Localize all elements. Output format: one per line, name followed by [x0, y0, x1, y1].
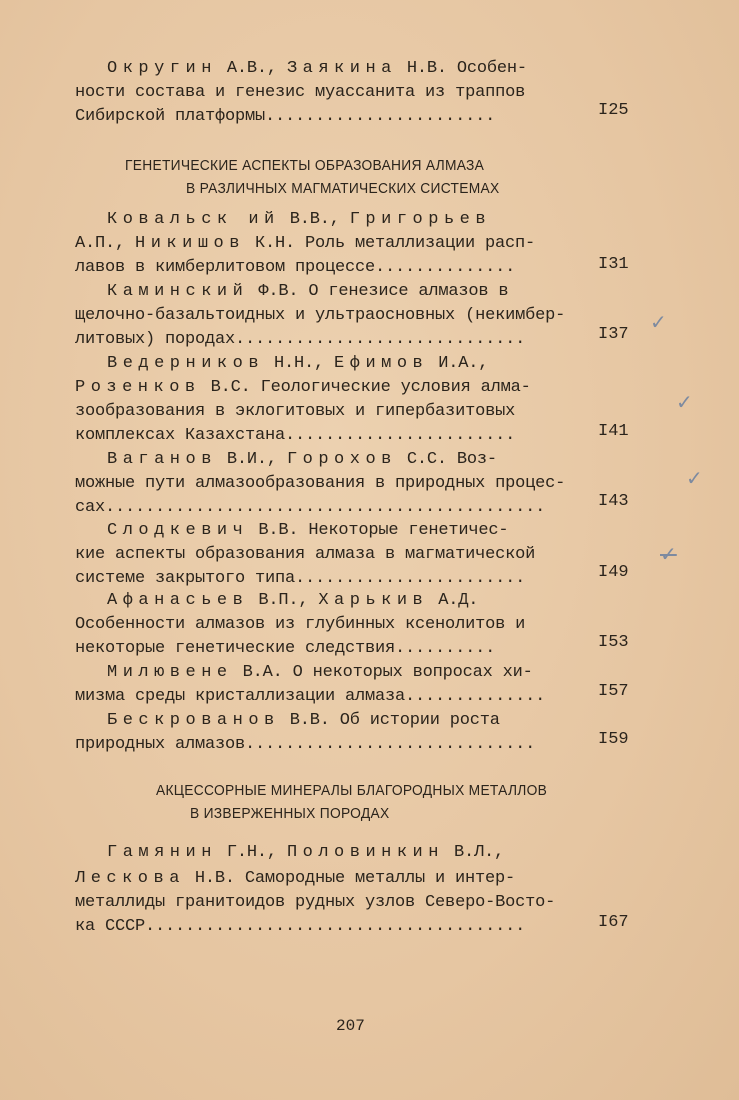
author-name: Каминский	[107, 282, 249, 301]
author-initials: В.П.,	[248, 591, 319, 610]
author-initials: И.А.,	[428, 354, 489, 373]
author-name: Ваганов	[107, 450, 217, 469]
entry-authors-line	[107, 281, 508, 303]
author-name: Лескова	[75, 869, 185, 888]
entry-authors-line	[107, 842, 504, 864]
page-ref: I57	[598, 682, 629, 701]
section-heading-line: ГЕНЕТИЧЕСКИЕ АСПЕКТЫ ОБРАЗОВАНИЯ АЛМАЗА	[125, 157, 485, 174]
section-heading-line: В РАЗЛИЧНЫХ МАГМАТИЧЕСКИХ СИСТЕМАХ	[186, 180, 500, 197]
author-name: Слодкевич	[107, 521, 249, 540]
entry-line: литовых) породах.............................	[75, 330, 526, 349]
entry-authors-line	[107, 353, 488, 375]
entry-line: сах............................................	[75, 498, 546, 517]
title-text: В.А. О некоторых вопросах хи-	[232, 663, 533, 682]
title-text: В.В. Некоторые генетичес-	[248, 521, 509, 540]
author-name: Григорьев	[349, 210, 492, 229]
page-ref: I25	[598, 101, 629, 120]
author-name: Харькив	[318, 591, 429, 610]
section-heading-line: В ИЗВЕРЖЕННЫХ ПОРОДАХ	[190, 805, 390, 822]
author-name: Заякина	[286, 59, 397, 78]
page-ref: I49	[598, 563, 629, 582]
title-text: К.Н. Роль металлизации расп-	[244, 234, 535, 253]
entry-authors-line	[75, 377, 531, 399]
checkmark-icon: ✓	[686, 466, 703, 490]
author-initials: А.В.,	[216, 59, 287, 78]
section-heading-line: АКЦЕССОРНЫЕ МИНЕРАЛЫ БЛАГОРОДНЫХ МЕТАЛЛОВ	[156, 782, 548, 799]
page-ref: I41	[598, 422, 629, 441]
author-initials: В.В.,	[279, 210, 350, 229]
page-ref: I53	[598, 633, 629, 652]
entry-line: можные пути алмазообразования в природных процес-	[75, 474, 566, 493]
author-name: Гамянин	[107, 843, 217, 862]
author-name: Горохов	[286, 450, 397, 469]
author-initials: В.Л.,	[443, 843, 504, 862]
entry-line: зообразования в эклогитовых и гипербазитовых	[75, 402, 516, 421]
author-initials: А.П.,	[75, 234, 136, 253]
entry-authors-line	[107, 590, 478, 612]
checkmark-icon: ✓	[650, 310, 667, 334]
author-initials: В.И.,	[216, 450, 287, 469]
author-name: Милювене	[107, 663, 233, 682]
entry-line: Сибирской платформы.......................	[75, 107, 496, 126]
entry-line: кие аспекты образования алмаза в магматической	[75, 545, 536, 564]
entry-line: металлиды гранитоидов рудных узлов Северо-Восто-	[75, 893, 556, 912]
entry-authors-line	[75, 868, 515, 890]
author-initials: Г.Н.,	[216, 843, 287, 862]
title-text: Ф.В. О генезисе алмазов в	[248, 282, 509, 301]
entry-authors-line	[107, 209, 491, 231]
entry-line: системе закрытого типа.......................	[75, 569, 526, 588]
author-name: Ведерников	[107, 354, 265, 373]
entry-line: лавов в кимберлитовом процессе..............	[75, 258, 516, 277]
page-ref: I59	[598, 730, 629, 749]
author-name: Половинкин	[286, 843, 444, 862]
page-ref: I43	[598, 492, 629, 511]
author-initials: А.Д.	[428, 591, 479, 610]
entry-line: щелочно-базальтоидных и ультраосновных (некимбер-	[75, 306, 566, 325]
entry-line: мизма среды кристаллизации алмаза..............	[75, 687, 546, 706]
entry-line: некоторые генетические следствия..........	[75, 639, 496, 658]
author-name: Округин	[107, 59, 217, 78]
title-text: Н.В. Самородные металлы и интер-	[184, 869, 515, 888]
page-ref: I37	[598, 325, 629, 344]
checkmark-icon: ✓	[660, 542, 677, 566]
entry-authors-line	[107, 520, 508, 542]
entry-line: природных алмазов.............................	[75, 735, 536, 754]
page-ref: I67	[598, 913, 629, 932]
entry-authors-line	[107, 449, 497, 471]
author-name: Ефимов	[334, 354, 429, 373]
entry-line: ности состава и генезис муассанита из траппов	[75, 83, 526, 102]
title-text: В.С. Геологические условия алма-	[200, 378, 531, 397]
title-text: С.С. Воз-	[396, 450, 497, 469]
author-name: Розенков	[75, 378, 201, 397]
author-name: Никишов	[135, 234, 245, 253]
author-initials: Н.Н.,	[264, 354, 335, 373]
author-name: Афанасьев	[107, 591, 249, 610]
checkmark-icon: ✓	[676, 390, 693, 414]
title-text: В.В. Об истории роста	[279, 711, 500, 730]
entry-authors-line	[75, 233, 535, 255]
author-name: Бескрованов	[107, 711, 280, 730]
entry-line: комплексах Казахстана.......................	[75, 426, 516, 445]
entry-authors-line	[107, 662, 533, 684]
author-name: Ковальск ий	[107, 210, 280, 229]
page-number: 207	[336, 1017, 365, 1035]
page-ref: I31	[598, 255, 629, 274]
entry-authors-line	[107, 710, 500, 732]
entry-line: ка СССР......................................	[75, 917, 526, 936]
entry-line: Особенности алмазов из глубинных ксенолитов и	[75, 615, 526, 634]
entry-authors-line	[107, 58, 527, 80]
title-text: Н.В. Особен-	[396, 59, 527, 78]
